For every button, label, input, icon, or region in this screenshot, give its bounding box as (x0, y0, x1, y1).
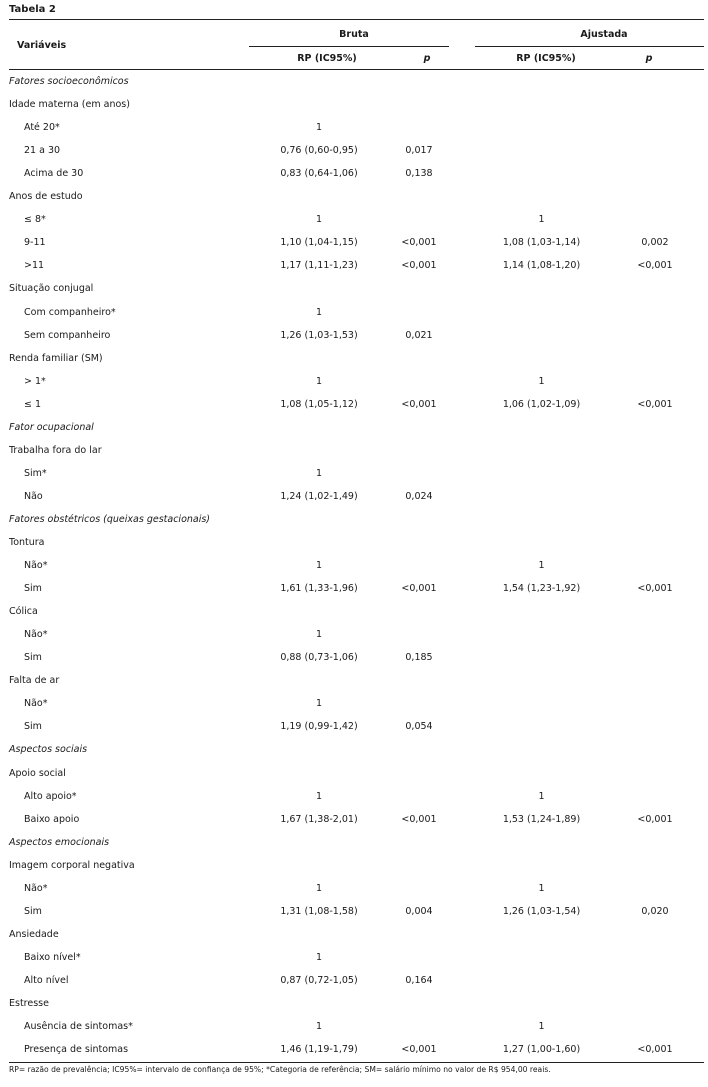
row-label: Aspectos emocionais (9, 836, 110, 848)
rp-bruta-cell: 1,67 (1,38-2,01) (280, 813, 358, 825)
row-label: Não* (24, 882, 48, 894)
table-row (9, 491, 704, 513)
table-row (9, 952, 704, 974)
row-label: Cólica (9, 606, 38, 618)
p-bruta-cell: 0,164 (405, 974, 433, 986)
table-caption: Tabela 2 (9, 4, 56, 15)
row-label: Sim (24, 721, 42, 733)
row-label: Renda familiar (SM) (9, 352, 103, 364)
row-label: Apoio social (9, 767, 66, 779)
p-bruta-cell: 0,054 (405, 721, 433, 733)
row-label: Presença de sintomas (24, 1044, 129, 1056)
rp-bruta-cell: 1,26 (1,03-1,53) (280, 329, 358, 341)
row-label: 21 a 30 (24, 145, 61, 157)
rp-bruta-cell: 1,24 (1,02-1,49) (280, 490, 358, 502)
table-row (9, 975, 704, 997)
table-row (9, 260, 704, 282)
p-bruta-cell: 0,024 (405, 490, 433, 502)
section-row (9, 76, 704, 98)
row-label: Baixo nível* (24, 951, 81, 963)
ajustada-rule (475, 46, 704, 47)
rp-ajustada-cell: 1 (538, 1021, 545, 1033)
table-row (9, 376, 704, 398)
variable-row (9, 675, 704, 697)
table-row (9, 122, 704, 144)
p-ajustada-cell: <0,001 (637, 583, 673, 595)
row-label: Ausência de sintomas* (24, 1021, 133, 1033)
variable-row (9, 445, 704, 467)
row-label: Com companheiro* (24, 306, 116, 318)
row-label: >11 (24, 260, 45, 272)
section-row (9, 422, 704, 444)
p-bruta-cell: 0,185 (405, 652, 433, 664)
rp-bruta-cell: 1,31 (1,08-1,58) (280, 905, 358, 917)
p-bruta-cell: 0,004 (405, 905, 433, 917)
header-bottom-rule (9, 69, 704, 70)
rp-bruta-cell: 1,19 (0,99-1,42) (280, 721, 358, 733)
rp-ajustada-cell: 1,08 (1,03-1,14) (502, 237, 581, 249)
row-label: Acima de 30 (24, 168, 84, 180)
header-group-bruta: Bruta (339, 29, 369, 40)
table-row (9, 307, 704, 329)
table-row (9, 168, 704, 190)
row-label: Anos de estudo (9, 191, 83, 203)
rp-bruta-cell: 0,83 (0,64-1,06) (280, 168, 358, 180)
rp-ajustada-cell: 1,26 (1,03-1,54) (502, 905, 581, 917)
variable-row (9, 99, 704, 121)
rp-bruta-cell: 0,88 (0,73-1,06) (280, 652, 358, 664)
rp-bruta-cell: 1,17 (1,11-1,23) (280, 260, 358, 272)
table-row (9, 214, 704, 236)
rp-ajustada-cell: 1,53 (1,24-1,89) (502, 813, 581, 825)
header-rp-bruta: RP (IC95%) (297, 53, 357, 64)
rp-ajustada-cell: 1 (538, 882, 545, 894)
row-label: Trabalha fora do lar (9, 444, 102, 456)
row-label: Aspectos sociais (9, 744, 88, 756)
variable-row (9, 283, 704, 305)
variable-row (9, 606, 704, 628)
header-variables: Variáveis (17, 40, 67, 51)
row-label: Falta de ar (9, 675, 60, 687)
rp-bruta-cell: 1 (315, 951, 323, 963)
table-row (9, 721, 704, 743)
p-ajustada-cell: 0,002 (641, 237, 669, 249)
p-bruta-cell: <0,001 (401, 1044, 437, 1056)
section-row (9, 837, 704, 859)
table-row (9, 791, 704, 813)
row-label: Não* (24, 698, 48, 710)
top-rule (9, 19, 704, 20)
rp-bruta-cell: 1 (315, 375, 323, 387)
row-label: Estresse (9, 998, 49, 1009)
p-ajustada-cell: 0,020 (641, 905, 669, 917)
row-label: 9-11 (24, 237, 46, 249)
rp-bruta-cell: 1,61 (1,33-1,96) (280, 583, 358, 595)
header-rp-ajustada: RP (IC95%) (516, 53, 576, 64)
rp-bruta-cell: 1 (315, 882, 323, 894)
p-bruta-cell: 0,138 (405, 168, 433, 180)
rp-bruta-cell: 1 (315, 122, 323, 134)
table-row (9, 814, 704, 836)
row-label: Sem companheiro (24, 329, 111, 341)
rp-bruta-cell: 1,46 (1,19-1,79) (280, 1044, 358, 1056)
row-label: Imagem corporal negativa (9, 859, 135, 871)
header-p-ajustada: p (645, 53, 653, 64)
p-bruta-cell: <0,001 (401, 813, 437, 825)
rp-ajustada-cell: 1 (538, 790, 545, 802)
row-label: Não* (24, 629, 48, 641)
row-label: ≤ 1 (24, 398, 42, 410)
bruta-rule (249, 46, 449, 47)
rp-bruta-cell: 1 (315, 1021, 323, 1033)
rp-bruta-cell: 1 (315, 306, 323, 318)
table-row (9, 560, 704, 582)
rp-ajustada-cell: 1,54 (1,23-1,92) (502, 583, 581, 595)
rp-bruta-cell: 1,08 (1,05-1,12) (280, 398, 358, 410)
row-label: Idade materna (em anos) (9, 99, 130, 111)
table-row (9, 399, 704, 421)
rp-bruta-cell: 1 (315, 214, 323, 226)
table-row (9, 883, 704, 905)
row-label: Sim (24, 652, 42, 664)
table-footnote: RP= razão de prevalência; IC95%= intervalo de confiança de 95%; *Categoria de referência; SM= salário mínimo no valor de R$ 954,00 reais. (9, 1065, 551, 1074)
p-bruta-cell: <0,001 (401, 398, 437, 410)
rp-ajustada-cell: 1,14 (1,08-1,20) (502, 260, 581, 272)
row-label: Sim (24, 583, 42, 595)
variable-row (9, 860, 704, 882)
p-bruta-cell: <0,001 (401, 237, 437, 249)
table-row (9, 330, 704, 352)
p-ajustada-cell: <0,001 (637, 813, 673, 825)
table-row (9, 698, 704, 720)
rp-bruta-cell: 0,76 (0,60-0,95) (280, 145, 358, 157)
row-label: Não* (24, 560, 48, 572)
table-row (9, 652, 704, 674)
rp-bruta-cell: 1 (315, 467, 323, 479)
p-ajustada-cell: <0,001 (637, 260, 673, 272)
table-row (9, 906, 704, 928)
row-label: Sim* (24, 467, 47, 479)
row-label: Tontura (9, 537, 45, 548)
variable-row (9, 353, 704, 375)
table-row (9, 583, 704, 605)
section-row (9, 744, 704, 766)
row-label: Fatores obstétricos (queixas gestacionais) (9, 513, 211, 525)
header-group-ajustada: Ajustada (580, 29, 628, 40)
row-label: Situação conjugal (9, 283, 94, 295)
p-bruta-cell: 0,021 (405, 329, 433, 341)
p-ajustada-cell: <0,001 (637, 398, 673, 410)
table-row (9, 145, 704, 167)
variable-row (9, 929, 704, 951)
row-label: Fator ocupacional (9, 421, 94, 433)
variable-row (9, 191, 704, 213)
p-bruta-cell: <0,001 (401, 583, 437, 595)
row-label: Não (24, 490, 43, 502)
rp-ajustada-cell: 1 (538, 214, 545, 226)
rp-bruta-cell: 0,87 (0,72-1,05) (280, 974, 358, 986)
rp-ajustada-cell: 1,27 (1,00-1,60) (502, 1044, 581, 1056)
bottom-rule (9, 1062, 704, 1063)
p-bruta-cell: <0,001 (401, 260, 437, 272)
table-row (9, 468, 704, 490)
variable-row (9, 537, 704, 559)
section-row (9, 514, 704, 536)
variable-row (9, 998, 704, 1020)
p-bruta-cell: 0,017 (405, 145, 433, 157)
rp-ajustada-cell: 1 (538, 375, 545, 387)
row-label: Ansiedade (9, 928, 59, 940)
p-ajustada-cell: <0,001 (637, 1044, 673, 1056)
rp-bruta-cell: 1 (315, 698, 323, 710)
row-label: Baixo apoio (24, 813, 80, 825)
row-label: Alto nível (24, 974, 69, 986)
row-label: > 1* (24, 375, 46, 387)
header-p-bruta: p (423, 53, 431, 64)
row-label: Alto apoio* (24, 790, 77, 802)
table-row (9, 1021, 704, 1043)
rp-ajustada-cell: 1 (538, 560, 545, 572)
row-label: Fatores socioeconômicos (9, 76, 129, 87)
rp-bruta-cell: 1 (315, 629, 323, 641)
variable-row (9, 768, 704, 790)
rp-bruta-cell: 1 (315, 560, 323, 572)
row-label: Sim (24, 905, 42, 917)
rp-bruta-cell: 1 (315, 790, 323, 802)
row-label: Até 20* (24, 122, 60, 134)
row-label: ≤ 8* (24, 214, 46, 226)
table-row (9, 237, 704, 259)
table-row (9, 629, 704, 651)
rp-bruta-cell: 1,10 (1,04-1,15) (280, 237, 358, 249)
rp-ajustada-cell: 1,06 (1,02-1,09) (502, 398, 581, 410)
